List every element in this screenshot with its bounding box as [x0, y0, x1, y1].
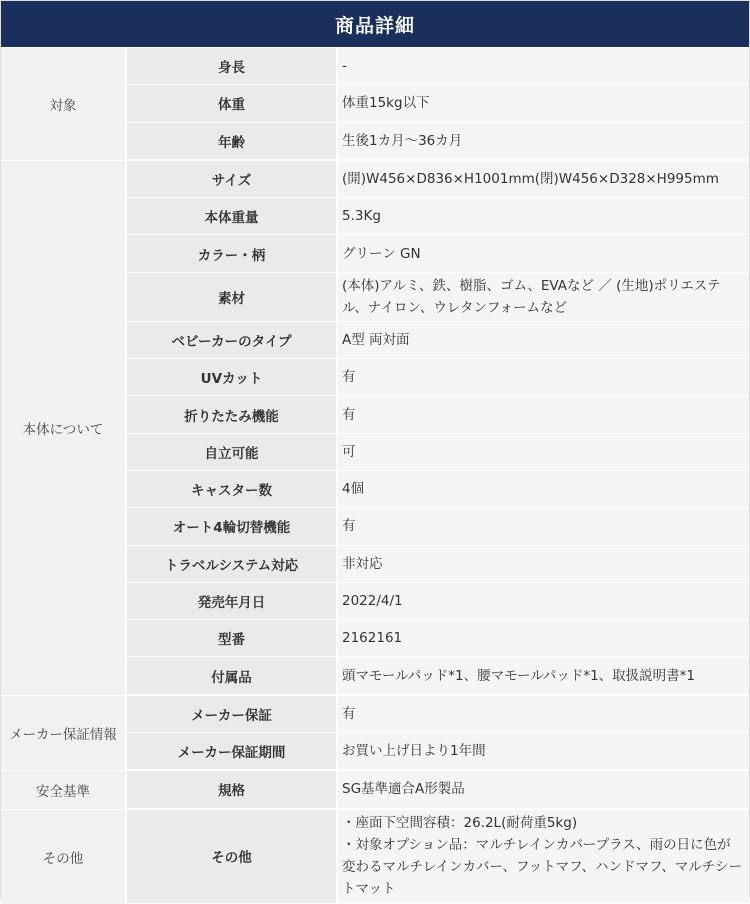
spec-label: メーカー保証 — [127, 696, 338, 732]
spec-row — [127, 396, 749, 433]
group-rows — [127, 810, 749, 904]
spec-group — [1, 47, 749, 160]
spec-row — [127, 771, 749, 808]
group-label: メーカー保証情報 — [1, 696, 127, 771]
spec-row — [127, 273, 749, 322]
spec-row — [127, 657, 749, 694]
group-label: 安全基準 — [1, 771, 127, 808]
spec-label: 自立可能 — [127, 434, 338, 470]
spec-value: 体重15kg以下 — [338, 85, 749, 121]
spec-group — [1, 160, 749, 695]
spec-row — [127, 508, 749, 545]
spec-row — [127, 434, 749, 471]
section-title: 商品詳細 — [1, 1, 749, 47]
spec-label: その他 — [127, 810, 338, 903]
spec-label: サイズ — [127, 161, 338, 197]
spec-value: 有 — [338, 508, 749, 544]
group-rows — [127, 161, 749, 695]
spec-value: A型 両対面 — [338, 322, 749, 358]
spec-row — [127, 546, 749, 583]
spec-row — [127, 810, 749, 904]
group-rows — [127, 696, 749, 771]
spec-value: (本体)アルミ、鉄、樹脂、ゴム、EVAなど ／ (生地)ポリエステル、ナイロン、ウレタンフォームなど — [338, 273, 749, 321]
spec-row — [127, 733, 749, 770]
group-label: 対象 — [1, 48, 127, 160]
spec-value: 4個 — [338, 471, 749, 507]
spec-value: 頭マモールパッド*1、腰マモールパッド*1、取扱説明書*1 — [338, 657, 749, 693]
spec-label: 本体重量 — [127, 198, 338, 234]
spec-row — [127, 583, 749, 620]
spec-label: 付属品 — [127, 657, 338, 693]
spec-value: SG基準適合A形製品 — [338, 771, 749, 807]
spec-row — [127, 696, 749, 733]
spec-row — [127, 359, 749, 396]
spec-label: 規格 — [127, 771, 338, 807]
spec-label: 素材 — [127, 273, 338, 321]
spec-group — [1, 809, 749, 904]
spec-row — [127, 471, 749, 508]
spec-value: ・座面下空間容積：26.2L(耐荷重5kg) ・対象オプション品：マルチレインカバープラス、雨の日に色が変わるマルチレインカバー、フットマフ、ハンドマフ、マルチシートマット — [338, 810, 749, 903]
group-rows — [127, 48, 749, 160]
spec-group — [1, 695, 749, 771]
spec-value: 有 — [338, 359, 749, 395]
spec-label: 型番 — [127, 620, 338, 656]
spec-label: 年齢 — [127, 123, 338, 159]
spec-value: 生後1カ月～36カ月 — [338, 123, 749, 159]
spec-value: - — [338, 48, 749, 84]
spec-value: 有 — [338, 696, 749, 732]
spec-label: 身長 — [127, 48, 338, 84]
spec-table — [1, 47, 749, 904]
spec-row — [127, 85, 749, 122]
spec-label: メーカー保証期間 — [127, 733, 338, 769]
spec-value: 有 — [338, 396, 749, 432]
spec-row — [127, 198, 749, 235]
spec-label: UVカット — [127, 359, 338, 395]
spec-row — [127, 123, 749, 160]
spec-value: グリーン GN — [338, 235, 749, 271]
spec-value: 5.3Kg — [338, 198, 749, 234]
spec-value: 非対応 — [338, 546, 749, 582]
spec-value: お買い上げ日より1年間 — [338, 733, 749, 769]
spec-value: 2162161 — [338, 620, 749, 656]
spec-row — [127, 161, 749, 198]
spec-value: 可 — [338, 434, 749, 470]
spec-label: 体重 — [127, 85, 338, 121]
group-label: その他 — [1, 810, 127, 904]
spec-value: 2022/4/1 — [338, 583, 749, 619]
spec-label: ベビーカーのタイプ — [127, 322, 338, 358]
spec-group — [1, 770, 749, 808]
spec-row — [127, 620, 749, 657]
spec-label: 発売年月日 — [127, 583, 338, 619]
spec-row — [127, 235, 749, 272]
spec-label: オート4輪切替機能 — [127, 508, 338, 544]
spec-label: カラー・柄 — [127, 235, 338, 271]
spec-label: 折りたたみ機能 — [127, 396, 338, 432]
group-label: 本体について — [1, 161, 127, 695]
spec-row — [127, 48, 749, 85]
group-rows — [127, 771, 749, 808]
spec-row — [127, 322, 749, 359]
spec-value: (開)W456×D836×H1001mm(閉)W456×D328×H995mm — [338, 161, 749, 197]
spec-label: トラベルシステム対応 — [127, 546, 338, 582]
spec-label: キャスター数 — [127, 471, 338, 507]
